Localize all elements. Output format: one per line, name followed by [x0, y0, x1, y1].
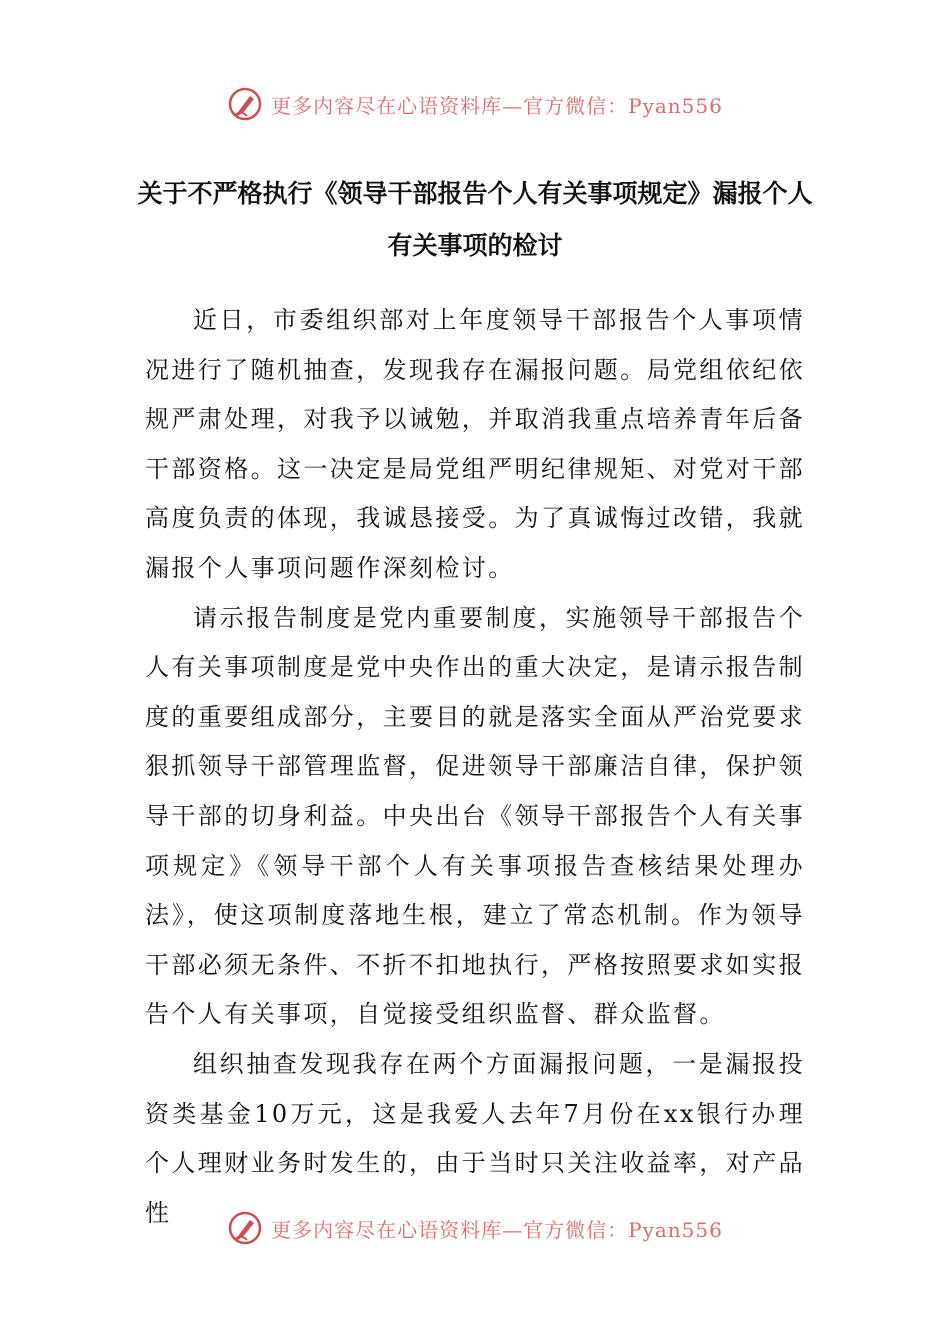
paragraph: 组织抽查发现我存在两个方面漏报问题，一是漏报投资类基金10万元，这是我爱人去年7月份在xx银行办理个人理财业务时发生的，由于当时只关注收益率，对产品性 [145, 1049, 805, 1227]
watermark-footer [0, 1208, 950, 1248]
watermark-header [0, 84, 950, 124]
paragraph: 近日，市委组织部对上年度领导干部报告个人事项情况进行了随机抽查，发现我存在漏报问题。局党组依纪依规严肃处理，对我予以诫勉，并取消我重点培养青年后备干部资格。这一决定是局党组严明纪律规矩、对党对干部高度负责的体现，我诚恳接受。为了真诚悔过改错，我就漏报个人事项问题作深刻检讨。 [145, 306, 805, 582]
pen-logo-icon [227, 1210, 263, 1246]
watermark-text: 更多内容尽在心语资料库—官方微信：Pyan556 [271, 93, 723, 118]
document-title: 关于不严格执行《领导干部报告个人有关事项规定》漏报个人有关事项的检讨 [137, 179, 813, 260]
watermark-text: 更多内容尽在心语资料库—官方微信：Pyan556 [271, 1217, 723, 1242]
paragraph: 请示报告制度是党内重要制度，实施领导干部报告个人有关事项制度是党中央作出的重大决定，是请示报告制度的重要组成部分，主要目的就是落实全面从严治党要求狠抓领导干部管理监督，促进领导干部廉洁自律，保护领导干部的切身利益。中央出台《领导干部报告个人有关事项规定》《领导干部个人有关事项报告查核结果处理办法》，使这项制度落地生根，建立了常态机制。作为领导干部必须无条件、不折不扣地执行，严格按照要求如实报告个人有关事项，自觉接受组织监督、群众监督。 [145, 603, 805, 1029]
document-body [145, 296, 805, 1238]
pen-logo-icon [227, 86, 263, 122]
